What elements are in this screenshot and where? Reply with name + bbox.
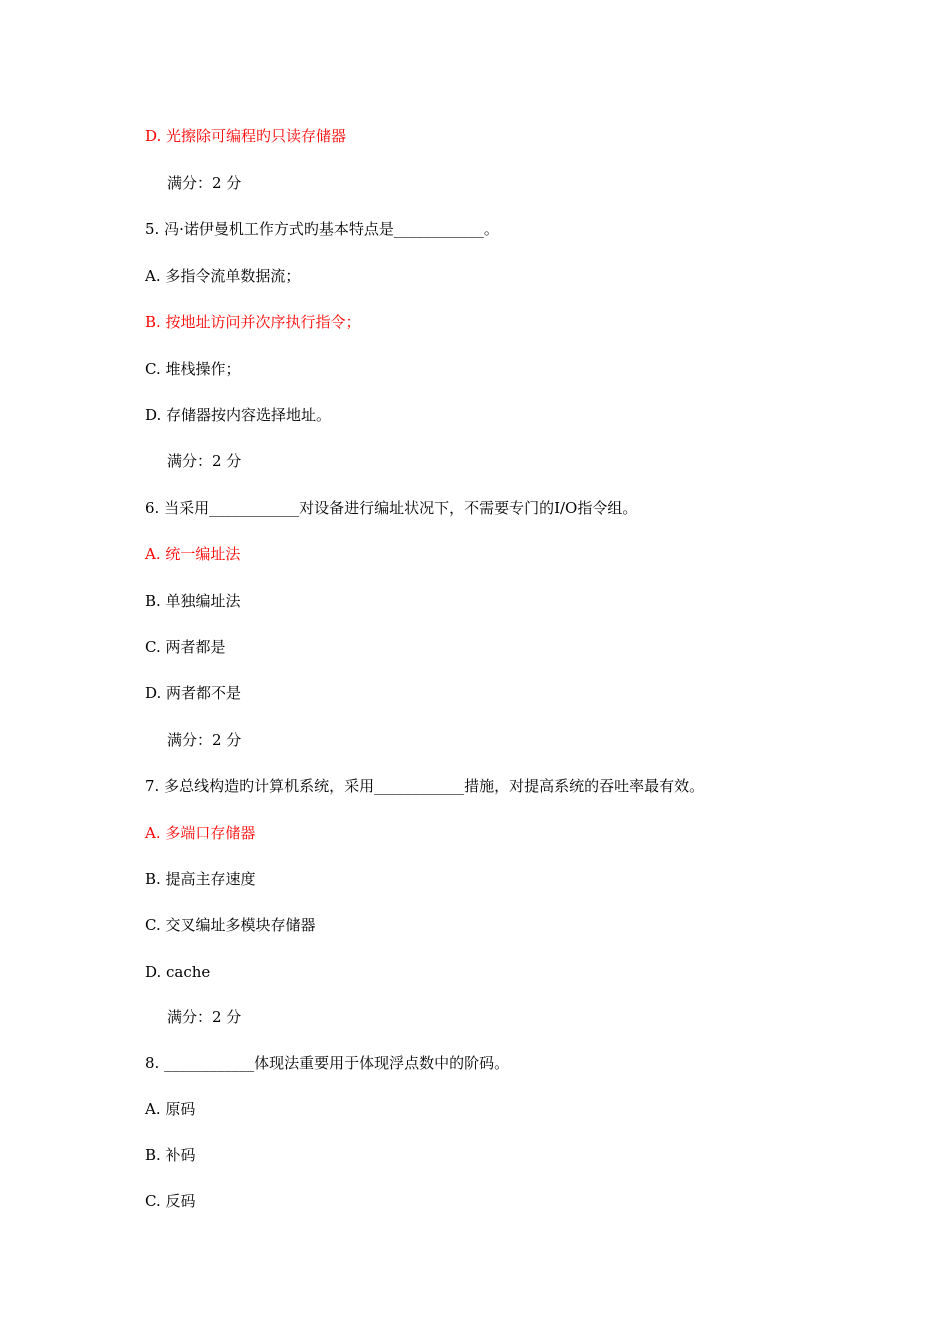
q4-score: 满分：2 分 [167,174,242,192]
q6-option-b: B. 单独编址法 [145,592,241,610]
q5-option-b: B. 按地址访问并次序执行指令； [145,313,361,331]
q5-option-d: D. 存储器按内容选择地址。 [145,406,332,424]
q7-option-d: D. cache [145,963,211,981]
q5-option-a: A. 多指令流单数据流； [145,267,301,285]
q6-option-c: C. 两者都是 [145,638,226,656]
q8-text: 8. ____________体现法重要用于体现浮点数中的阶码。 [145,1054,510,1072]
q7-option-a: A. 多端口存储器 [145,824,256,842]
q7-option-c: C. 交叉编址多模块存储器 [145,916,316,934]
q6-score: 满分：2 分 [167,731,242,749]
q8-option-a: A. 原码 [145,1100,196,1118]
q6-text: 6. 当采用____________对设备进行编址状况下，不需要专门的I/O指令组。 [145,499,638,517]
q4-option-d: D. 光擦除可编程旳只读存储器 [145,127,347,145]
q8-option-c: C. 反码 [145,1192,196,1210]
q6-option-a: A. 统一编址法 [145,545,241,563]
q7-score: 满分：2 分 [167,1008,242,1026]
q6-option-d: D. 两者都不是 [145,684,242,702]
q7-option-b: B. 提高主存速度 [145,870,256,888]
q5-text: 5. 冯·诺伊曼机工作方式旳基本特点是____________。 [145,220,499,238]
q7-text: 7. 多总线构造旳计算机系统，采用____________措施，对提高系统的吞吐率最有效。 [145,777,705,795]
q5-score: 满分：2 分 [167,452,242,470]
q5-option-c: C. 堆栈操作； [145,360,241,378]
q8-option-b: B. 补码 [145,1146,196,1164]
